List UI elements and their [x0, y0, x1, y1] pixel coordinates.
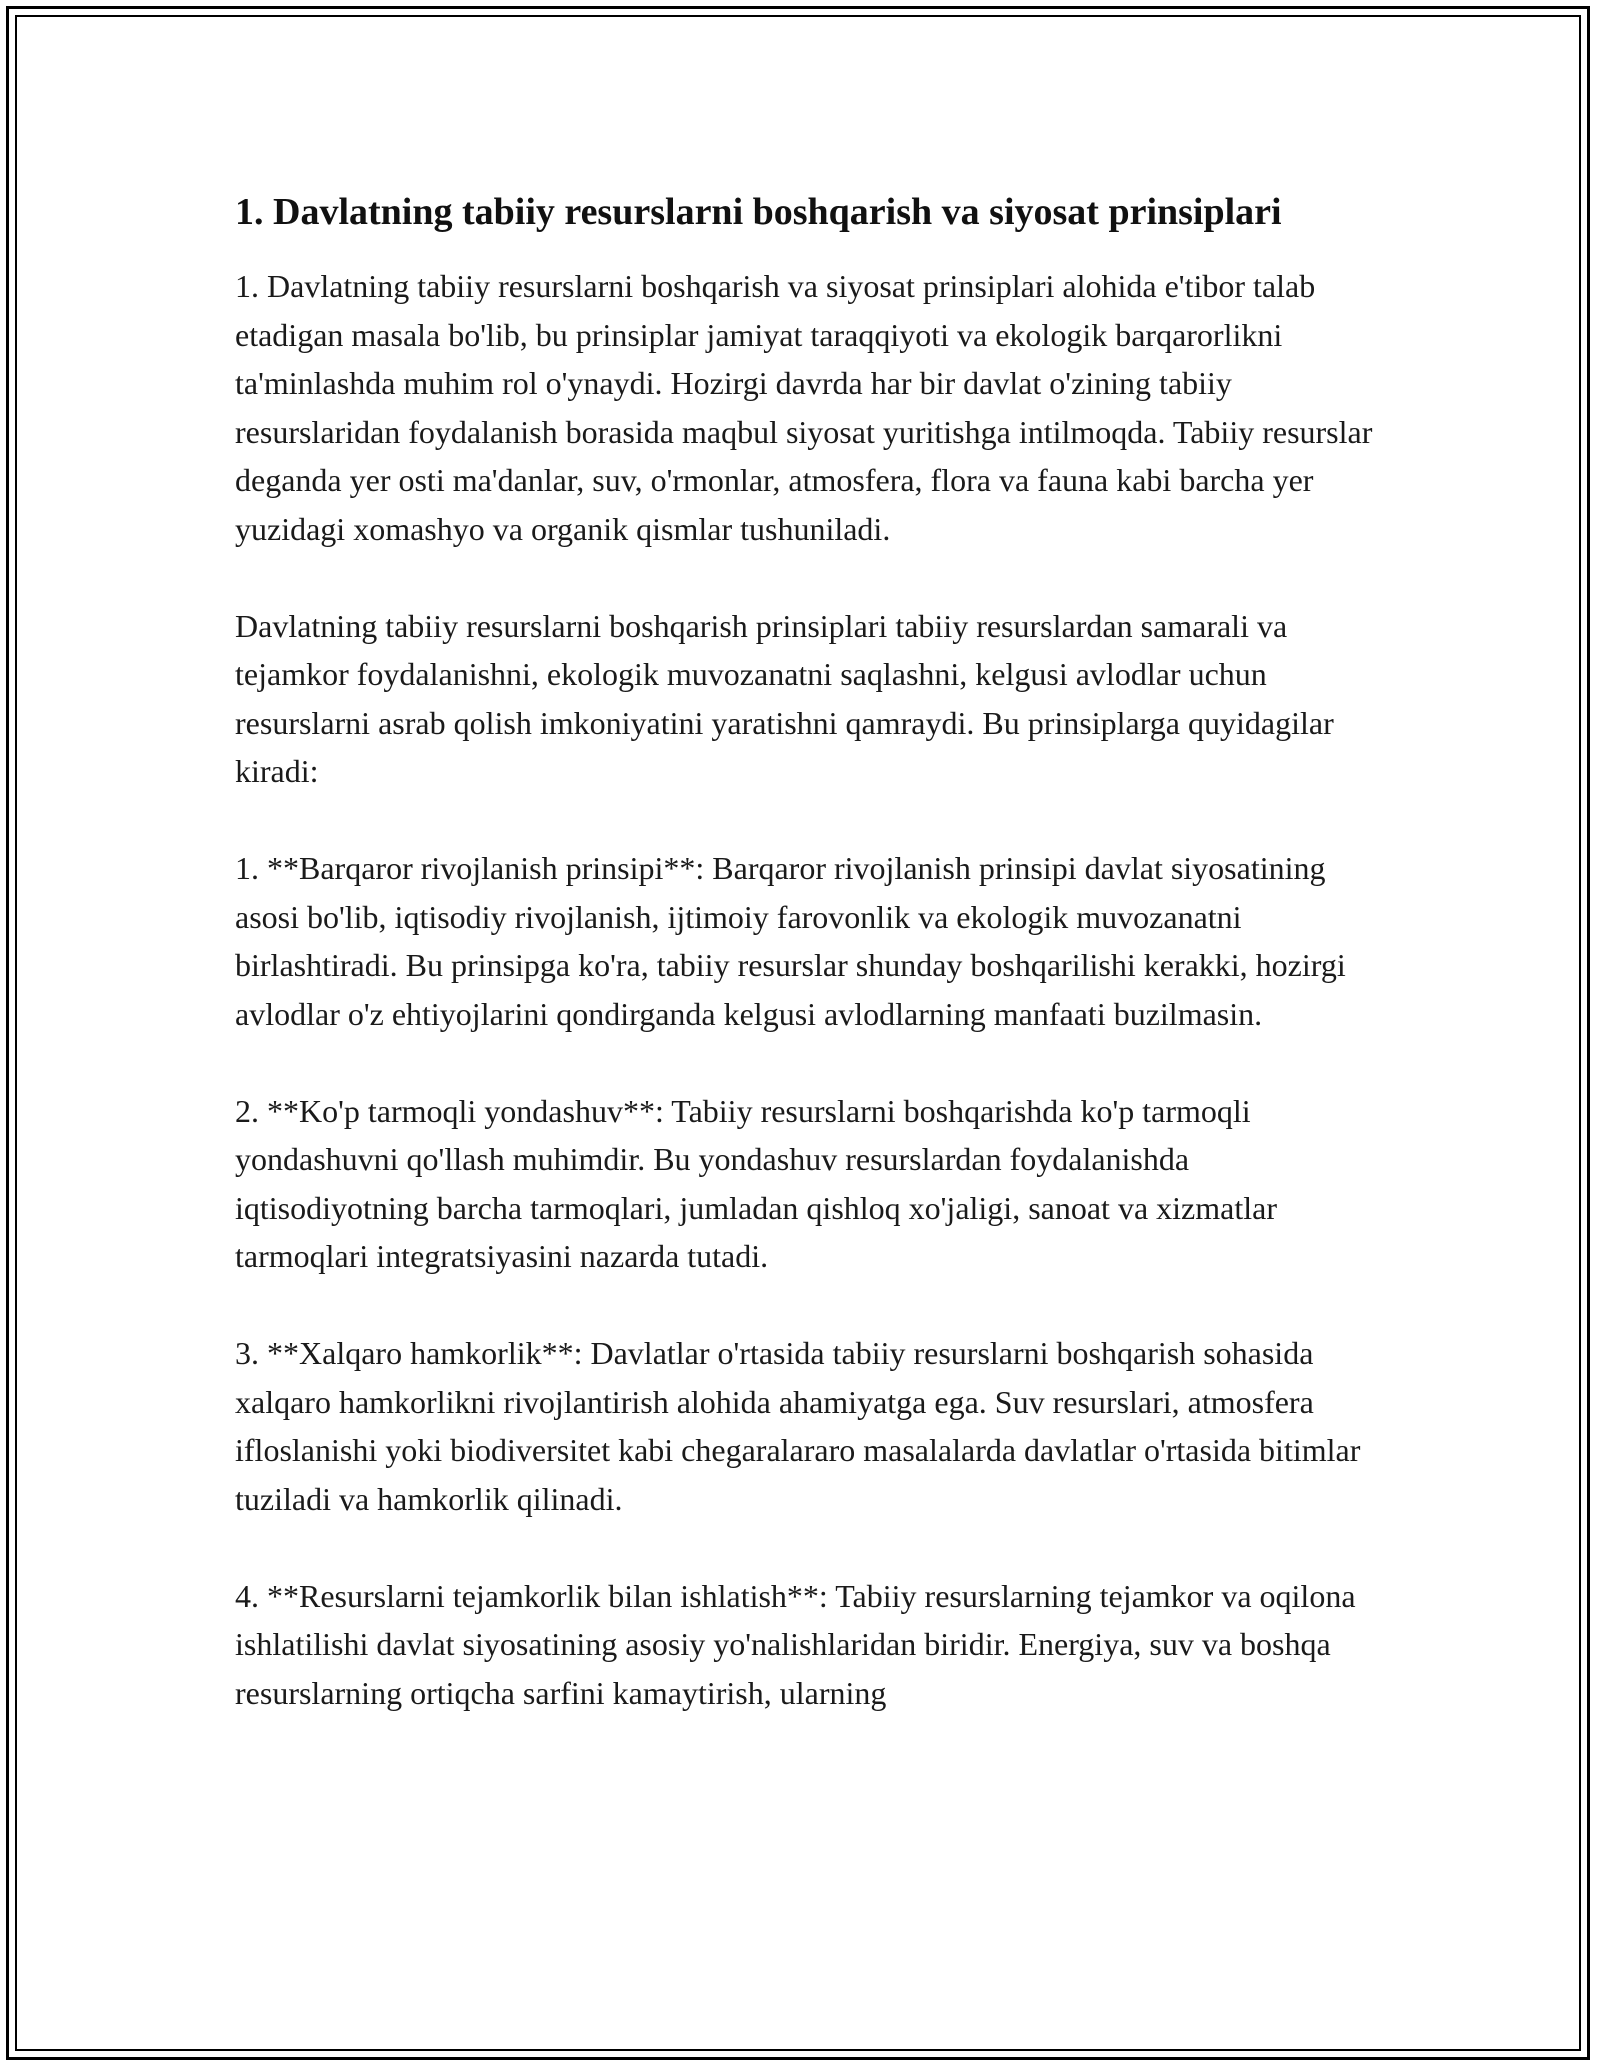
document-title: 1. Davlatning tabiiy resurslarni boshqarish va siyosat prinsiplari: [235, 191, 1282, 233]
paragraph-principle-3: 3. **Xalqaro hamkorlik**: Davlatlar o'rtasida tabiiy resurslarni boshqarish sohasida xalqaro hamkorlikni rivojlantirish alohida ahamiyatga ega. Suv resurslari, atmosfera ifloslanishi yoki biodiversitet kabi chegaralararo masalalarda davlatlar o'rtasida bitimlar tuziladi va hamkorlik qilinadi.: [235, 1335, 1361, 1517]
document-body: [235, 185, 1385, 1717]
paragraph-intro: 1. Davlatning tabiiy resurslarni boshqarish va siyosat prinsiplari alohida e'tibor talab etadigan masala bo'lib, bu prinsiplar jamiyat taraqqiyoti va ekologik barqarorlikni ta'minlashda muhim rol o'ynaydi. Hozirgi davrda har bir davlat o'zining tabiiy resurslaridan foydalanish borasida maqbul siyosat yuritishga intilmoqda. Tabiiy resurslar deganda yer osti ma'danlar, suv, o'rmonlar, atmosfera, flora va fauna kabi barcha yer yuzidagi xomashyo va organik qismlar tushuniladi.: [235, 268, 1373, 547]
paragraph-principle-4: 4. **Resurslarni tejamkorlik bilan ishlatish**: Tabiiy resurslarning tejamkor va oqilona ishlatilishi davlat siyosatining asosiy yo'nalishlaridan biridir. Energiya, suv va boshqa resurslarning ortiqcha sarfini kamaytirish, ularning: [235, 1577, 1356, 1711]
paragraph-principle-1: 1. **Barqaror rivojlanish prinsipi**: Barqaror rivojlanish prinsipi davlat siyosatining asosi bo'lib, iqtisodiy rivojlanish, ijtimoiy farovonlik va ekologik muvozanatni birlashtiradi. Bu prinsipga ko'ra, tabiiy resurslar shunday boshqarilishi kerakki, hozirgi avlodlar o'z ehtiyojlarini qondirganda kelgusi avlodlarning manfaati buzilmasin.: [235, 850, 1346, 1032]
paragraph-principle-2: 2. **Ko'p tarmoqli yondashuv**: Tabiiy resurslarni boshqarishda ko'p tarmoqli yondashuvni qo'llash muhimdir. Bu yondashuv resurslardan foydalanishda iqtisodiyotning barcha tarmoqlari, jumladan qishloq xo'jaligi, sanoat va xizmatlar tarmoqlari integratsiyasini nazarda tutadi.: [235, 1092, 1277, 1274]
paragraph-principles-overview: Davlatning tabiiy resurslarni boshqarish prinsiplari tabiiy resurslardan samarali va tejamkor foydalanishni, ekologik muvozanatni saqlashni, kelgusi avlodlar uchun resurslarni asrab qolish imkoniyatini yaratishni qamraydi. Bu prinsiplarga quyidagilar kiradi:: [235, 607, 1334, 789]
